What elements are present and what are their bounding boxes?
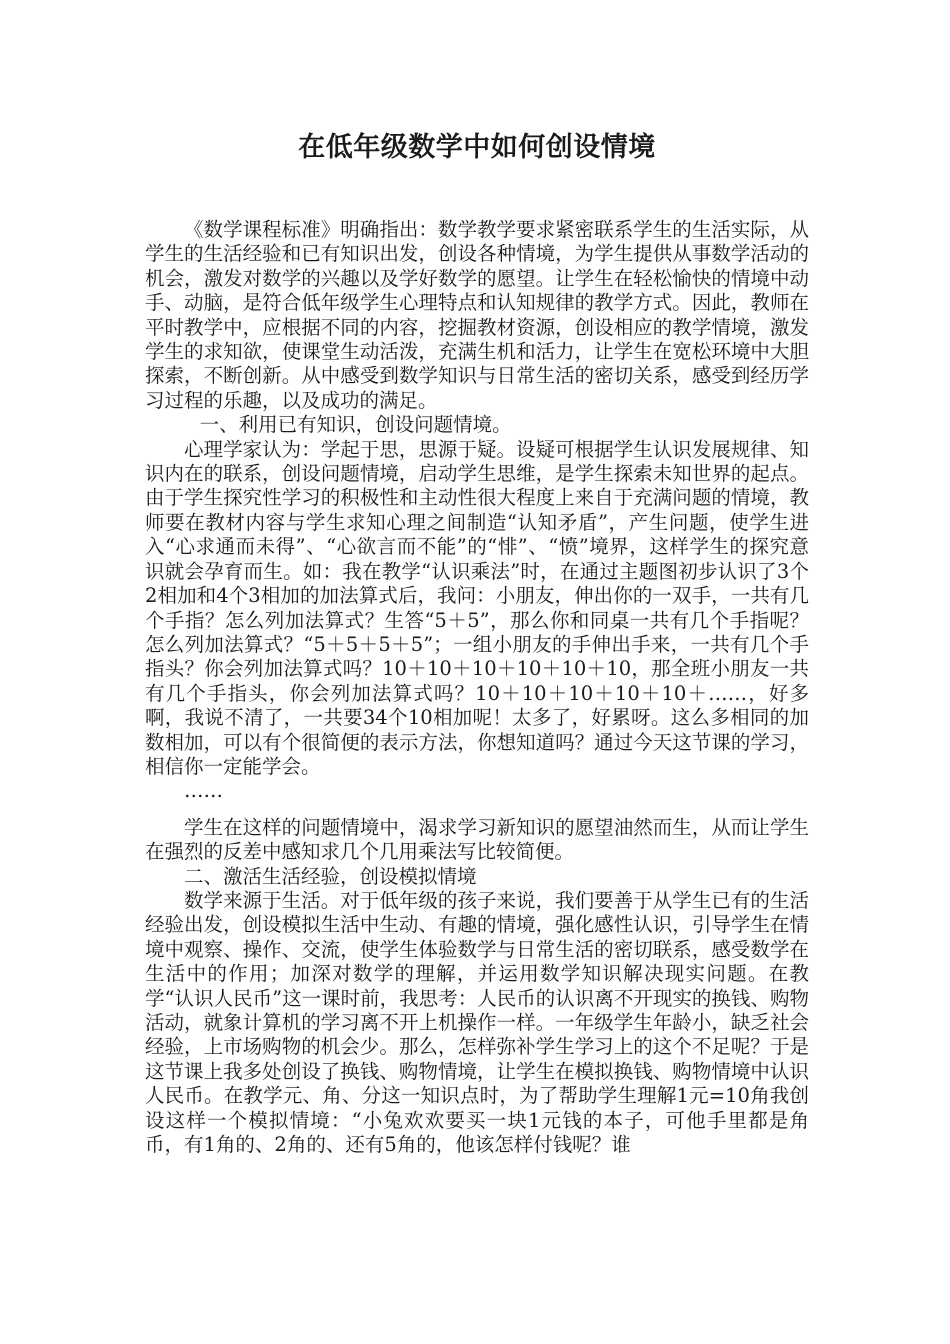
paragraph-intro: 《数学课程标准》明确指出：数学教学要求紧密联系学生的生活实际，从学生的生活经验和已有知识出发，创设各种情境，为学生提供从事数学活动的机会，激发对数学的兴趣以及学好数学的愿望。让学生在轻松愉快的情境中动手、动脑，是符合低年级学生心理特点和认知规律的教学方式。因此，教师在平时教学中，应根据不同的内容，挖掘教材资源，创设相应的教学情境，激发学生的求知欲，使课堂生动活泼，充满生机和活力，让学生在宽松环境中大胆探索，不断创新。从中感受到数学知识与日常生活的密切关系，感受到经历学习过程的乐趣，以及成功的满足。 bbox=[145, 218, 809, 412]
ellipsis-line: …… bbox=[184, 779, 223, 803]
paragraph-section-1: 心理学家认为：学起于思，思源于疑。设疑可根据学生认识发展规律、知识内在的联系，创设问题情境，启动学生思维，是学生探索未知世界的起点。由于学生探究性学习的积极性和主动性很大程度上来自于充满问题的情境，教师要在教材内容与学生求知心理之间制造“认知矛盾”，产生问题，使学生进入“心求通而未得”、“心欲言而不能”的“悱”、“愤”境界，这样学生的探究意识就会孕育而生。如：我在教学“认识乘法”时，在通过主题图初步认识了3个2相加和4个3相加的加法算式后，我问：小朋友，伸出你的一双手，一共有几个手指？怎么列加法算式？生答“5＋5”，那么你和同桌一共有几个手指呢？怎么列加法算式？“5＋5＋5＋5”；一组小朋友的手伸出手来，一共有几个手指头？你会列加法算式吗？10＋10＋10＋10＋10＋10，那全班小朋友一共有几个手指头，你会列加法算式吗？10＋10＋10＋10＋10＋……，好多啊，我说不清了，一共要34个10相加呢！太多了，好累呀。这么多相同的加数相加，可以有个很简便的表示方法，你想知道吗？通过今天这节课的学习，相信你一定能学会。 bbox=[145, 437, 809, 778]
paragraph-section-1-conclusion: 学生在这样的问题情境中，渴求学习新知识的愿望油然而生，从而让学生在强烈的反差中感知求几个几用乘法写比较简便。 bbox=[145, 815, 809, 864]
document-body bbox=[145, 218, 809, 1157]
document-title: 在低年级数学中如何创设情境 bbox=[298, 132, 656, 163]
document-page bbox=[145, 128, 809, 1157]
section-heading-1: 一、利用已有知识，创设问题情境。 bbox=[199, 413, 512, 437]
paragraph-section-2: 数学来源于生活。对于低年级的孩子来说，我们要善于从学生已有的生活经验出发，创设模拟生活中生动、有趣的情境，强化感性认识，引导学生在情境中观察、操作、交流，使学生体验数学与日常生活的密切联系，感受数学在生活中的作用；加深对数学的理解，并运用数学知识解决现实问题。在教学“认识人民币”这一课时前，我思考：人民币的认识离不开现实的换钱、购物活动，就象计算机的学习离不开上机操作一样。一年级学生年龄小，缺乏社会经验，上市场购物的机会少。那么，怎样弥补学生学习上的这个不足呢？于是这节课上我多处创设了换钱、购物情境，让学生在模拟换钱、购物情境中认识人民币。在教学元、角、分这一知识点时，为了帮助学生理解1元=10角我创设这样一个模拟情境：“小兔欢欢要买一块1元钱的本子，可他手里都是角币，有1角的、2角的、还有5角的，他该怎样付钱呢？谁 bbox=[145, 888, 809, 1157]
section-heading-2: 二、激活生活经验，创设模拟情境 bbox=[184, 864, 477, 888]
